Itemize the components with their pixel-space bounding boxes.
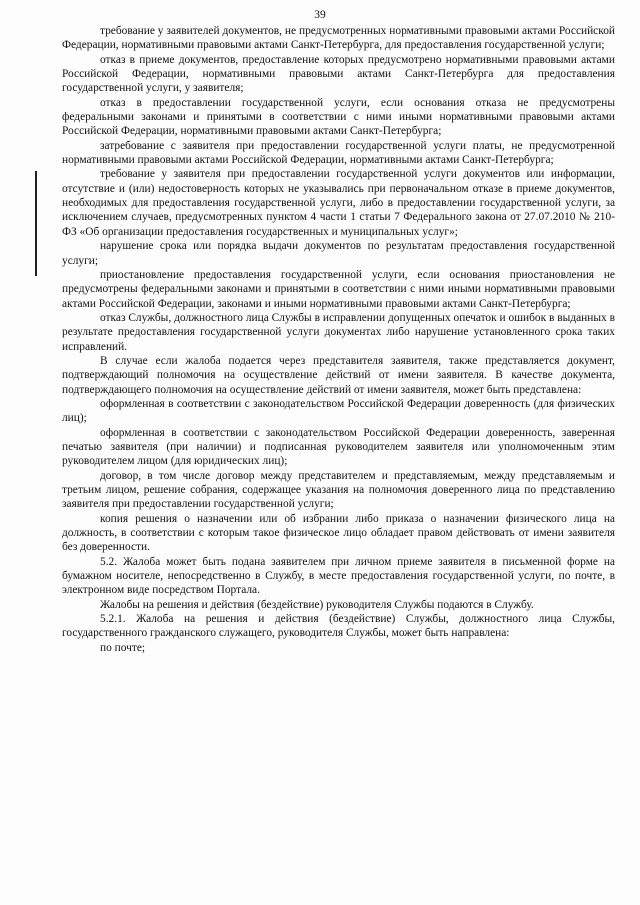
paragraph-representative: В случае если жалоба подается через представителя заявителя, также представляется документ, подтверждающий полномочия на осуществление действий от имени заявителя. В качестве документа, подтверждающего полномочия на осуществление действий от имени заявителя, может быть представлена: bbox=[62, 354, 615, 396]
document-body bbox=[62, 24, 615, 655]
paragraph-head-complaints: Жалобы на решения и действия (бездействие) руководителя Службы подаются в Службу. bbox=[100, 598, 534, 611]
paragraph-refusal-provision: отказ в предоставлении государственной услуги, если основания отказа не предусмотрены федеральными законами и принятыми в соответствии с ними иными нормативными правовыми актами Российской Федерации, нормативными правовыми актами Санкт-Петербурга; bbox=[62, 96, 615, 138]
paragraph-power-individual: оформленная в соответствии с законодательством Российской Федерации доверенность (для физических лиц); bbox=[62, 397, 615, 425]
page-number: 39 bbox=[314, 9, 326, 21]
margin-bar bbox=[35, 171, 37, 276]
paragraph-refusal-acceptance: отказ в приеме документов, предоставление которых предусмотрено нормативными правовыми актами Российской Федерации, нормативными правовыми актами Санкт-Петербурга для предоставления государственной услуги, у заявителя; bbox=[62, 53, 615, 95]
paragraph-suspension: приостановление предоставления государственной услуги, если основания приостановления не предусмотрены федеральными законами и принятыми в соответствии с ними иными нормативными правовыми актами Российской Федерации, законами и иными нормативными правовыми актами Санкт-Петербурга; bbox=[62, 268, 615, 310]
paragraph-appointment-copy: копия решения о назначении или об избрании либо приказа о назначении физического лица на должность, в соответствии с которым такое физическое лицо обладает правом действовать от имени заявителя без доверенности. bbox=[62, 512, 615, 554]
paragraph-power-legal: оформленная в соответствии с законодательством Российской Федерации доверенность, заверенная печатью заявителя (при наличии) и подписанная руководителем заявителя или уполномоченным этим руководителем лицом (для юридических лиц); bbox=[62, 426, 615, 468]
paragraph-section-5-2: 5.2. Жалоба может быть подана заявителем при личном приеме заявителя в письменной форме на бумажном носителе, непосредственно в Службу, в месте предоставления государственной услуги, по почте, в электронном виде посредством Портала. bbox=[62, 555, 615, 597]
paragraph-requirement-documents: требование у заявителей документов, не предусмотренных нормативными правовыми актами Российской Федерации, нормативными правовыми актами Санкт-Петербурга, для предоставления государственной услуги; bbox=[62, 25, 615, 52]
paragraph-fee-demand: затребование с заявителя при предоставлении государственной услуги платы, не предусмотренной нормативными правовыми актами Российской Федерации, нормативными актами Санкт-Петербурга; bbox=[62, 139, 615, 167]
paragraph-deadline-violation: нарушение срока или порядка выдачи документов по результатам предоставления государственной услуги; bbox=[62, 240, 615, 267]
paragraph-contract: договор, в том числе договор между представителем и представляемым, между представляемым и третьим лицом, решение собрания, содержащее указания на полномочия доверенного лица по представлению заявителя при предоставлении государственной услуги; bbox=[62, 469, 615, 511]
paragraph-missing-info: требование у заявителя при предоставлении государственной услуги документов или информации, отсутствие и (или) недостоверность которых не указывались при первоначальном отказе в приеме документов, необходимых для предоставления государственной услуги, либо в предоставлении государственной услуги, за исключением случаев, предусмотренных пунктом 4 части 1 статьи 7 Федерального закона от 27.07.2010 № 210-ФЗ «Об организации предоставления государственных и муниципальных услуг»; bbox=[62, 168, 615, 238]
paragraph-section-5-2-1: 5.2.1. Жалоба на решения и действия (бездействие) Службы, должностного лица Службы, государственного гражданского служащего, руководителя Службы, может быть направлена: bbox=[62, 613, 615, 640]
paragraph-correction-refusal: отказ Службы, должностного лица Службы в исправлении допущенных опечаток и ошибок в выданных в результате предоставления государственной услуги документах либо нарушение установленного срока таких исправлений. bbox=[62, 311, 615, 353]
paragraph-by-mail: по почте; bbox=[100, 641, 146, 654]
